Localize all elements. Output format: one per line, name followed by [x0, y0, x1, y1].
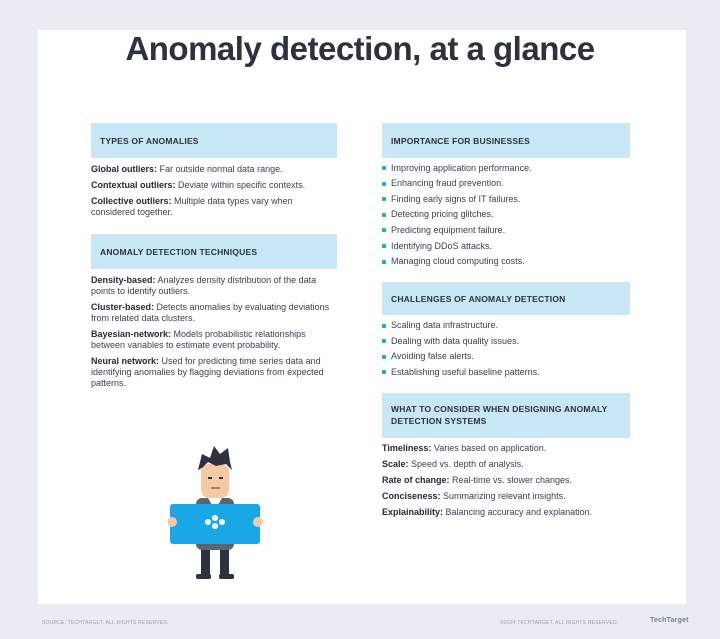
bullet-icon: [382, 339, 386, 343]
techniques-item: Density-based: Analyzes density distribution of the data points to identify outliers.: [91, 275, 317, 296]
types-list: [91, 164, 337, 218]
techniques-heading: ANOMALY DETECTION TECHNIQUES: [91, 234, 337, 269]
importance-item: Improving application performance.: [382, 163, 630, 174]
challenges-item: Scaling data infrastructure.: [382, 320, 630, 331]
importance-item: Enhancing fraud prevention.: [382, 178, 630, 189]
techniques-item: Bayesian-network: Models probabilistic relationships between variables to estimate event probability.: [91, 329, 306, 350]
consider-item: Conciseness: Summarizing relevant insights.: [382, 490, 566, 501]
importance-heading: IMPORTANCE FOR BUSINESSES: [382, 123, 630, 158]
challenges-item: Dealing with data quality issues.: [382, 336, 630, 347]
consider-heading: WHAT TO CONSIDER WHEN DESIGNING ANOMALY DETECTION SYSTEMS: [382, 393, 630, 438]
bullet-icon: [382, 166, 386, 170]
bullet-icon: [382, 197, 386, 201]
types-heading: TYPES OF ANOMALIES: [91, 123, 337, 158]
challenges-item: Avoiding false alerts.: [382, 351, 630, 362]
types-item: Collective outliers: Multiple data types vary when considered together.: [91, 196, 293, 217]
footer-logo: TechTarget: [650, 617, 689, 624]
bullet-icon: [382, 355, 386, 359]
consider-item: Rate of change: Real-time vs. slower changes.: [382, 474, 573, 485]
page-title: Anomaly detection, at a glance: [125, 30, 595, 67]
techniques-list: [91, 275, 337, 389]
types-item: Global outliers: Far outside normal data range.: [91, 164, 283, 174]
consider-list: [382, 443, 630, 518]
bullet-icon: [382, 244, 386, 248]
importance-item: Predicting equipment failure.: [382, 225, 630, 236]
person-with-laptop-illustration: [168, 440, 264, 580]
bullet-icon: [382, 228, 386, 232]
importance-item: Identifying DDoS attacks.: [382, 241, 630, 252]
right-column: [382, 123, 630, 518]
bullet-icon: [382, 260, 386, 264]
challenges-item: Establishing useful baseline patterns.: [382, 367, 630, 378]
consider-item: Timeliness: Varies based on application.: [382, 442, 547, 453]
footer-source: SOURCE: TECHTARGET. ALL RIGHTS RESERVED.: [42, 620, 169, 626]
importance-list: [382, 163, 630, 268]
techniques-item: Cluster-based: Detects anomalies by evaluating deviations from related data clusters.: [91, 302, 330, 323]
consider-item: Scale: Speed vs. depth of analysis.: [382, 458, 524, 469]
left-column: [91, 123, 337, 389]
techniques-item: Neural network: Used for predicting time series data and identifying anomalies by flagging deviations from expected patterns.: [91, 356, 324, 388]
importance-item: Managing cloud computing costs.: [382, 256, 630, 267]
importance-item: Finding early signs of IT failures.: [382, 194, 630, 205]
bullet-icon: [382, 370, 386, 374]
types-item: Contextual outliers: Deviate within specific contexts.: [91, 180, 306, 190]
bullet-icon: [382, 324, 386, 328]
footer-copyright: ©2024 TECHTARGET. ALL RIGHTS RESERVED.: [500, 620, 619, 626]
consider-item: Explainability: Balancing accuracy and explanation.: [382, 506, 593, 517]
bullet-icon: [382, 213, 386, 217]
challenges-list: [382, 320, 630, 378]
importance-item: Detecting pricing glitches.: [382, 209, 630, 220]
challenges-heading: CHALLENGES OF ANOMALY DETECTION: [382, 282, 630, 315]
bullet-icon: [382, 182, 386, 186]
